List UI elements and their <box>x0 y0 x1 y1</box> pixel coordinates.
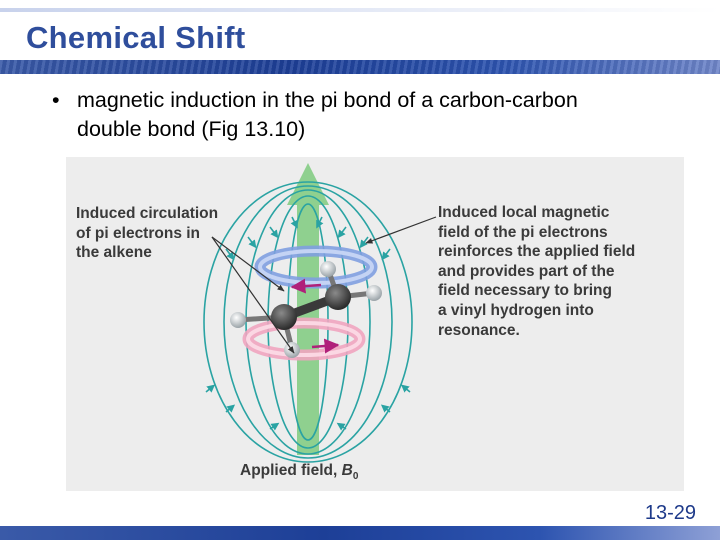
applied-field-subscript: 0 <box>352 471 359 483</box>
label-applied-field <box>240 461 358 487</box>
slide-title: Chemical Shift <box>26 20 246 55</box>
label-left-line-2: of pi electrons in <box>76 224 201 242</box>
label-induced-circulation <box>76 204 218 263</box>
title-stripe <box>0 60 720 74</box>
label-right-line-6: a vinyl hydrogen into <box>438 301 594 319</box>
bullet-line-2: double bond (Fig 13.10) <box>77 117 306 141</box>
label-right-line-5: field necessary to bring <box>438 282 612 300</box>
bullet-marker: • <box>52 88 60 112</box>
label-left-line-1: Induced circulation <box>76 205 219 222</box>
label-induced-field <box>438 203 635 340</box>
applied-field-text: Applied field, <box>240 462 338 479</box>
label-right-line-3: reinforces the applied field <box>438 243 636 261</box>
bullet-point <box>52 86 702 144</box>
applied-field-symbol: B <box>341 462 353 479</box>
label-right-line-1: Induced local magnetic <box>438 204 610 221</box>
page-number: 13-29 <box>644 502 696 524</box>
bottom-stripe <box>0 526 720 540</box>
label-left-line-3: the alkene <box>76 244 152 262</box>
title-bar <box>0 0 720 76</box>
label-right-line-2: field of the pi electrons <box>438 223 608 241</box>
label-right-line-7: resonance. <box>438 321 520 339</box>
figure-alkene-induction <box>66 157 684 491</box>
title-top-line <box>0 8 720 12</box>
label-right-line-4: and provides part of the <box>438 262 615 280</box>
bullet-line-1: magnetic induction in the pi bond of a carbon-carbon <box>77 88 578 112</box>
